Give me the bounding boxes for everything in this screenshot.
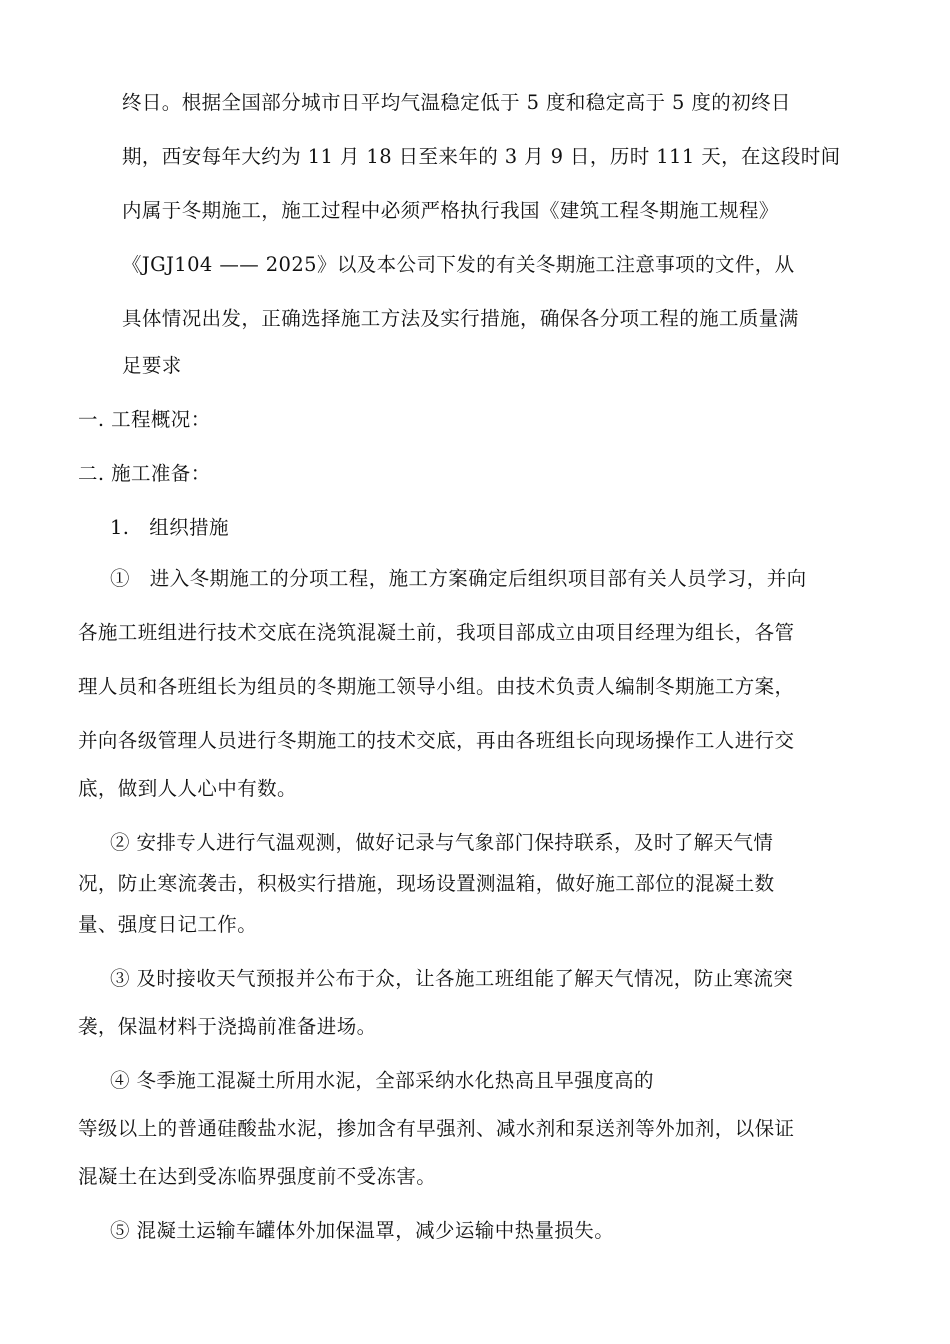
list-item-line: 量、强度日记工作。 [78, 913, 258, 936]
list-item-line: 混凝土在达到受冻临界强度前不受冻害。 [78, 1165, 437, 1188]
list-item-line: ② 安排专人进行气温观测，做好记录与气象部门保持联系，及时了解天气情 [110, 831, 774, 854]
section-heading-construction-prep: 二. 施工准备： [78, 462, 211, 485]
intro-line: 《JGJ104 —— 2025》以及本公司下发的有关冬期施工注意事项的文件，从 [122, 253, 795, 276]
list-item-line: ⑤ 混凝土运输车罐体外加保温罩，减少运输中热量损失。 [110, 1219, 615, 1242]
list-item-line: 各施工班组进行技术交底在浇筑混凝土前，我项目部成立由项目经理为组长，各管 [78, 621, 795, 644]
intro-line: 终日。根据全国部分城市日平均气温稳定低于 5 度和稳定高于 5 度的初终日 [122, 91, 791, 114]
subsection-heading-organization: 1. 组织措施 [110, 516, 229, 539]
list-item-line: 理人员和各班组长为组员的冬期施工领导小组。由技术负责人编制冬期施工方案， [78, 675, 795, 698]
intro-line: 期，西安每年大约为 11 月 18 日至来年的 3 月 9 日，历时 111 天，在这段时间 [122, 145, 841, 168]
list-item-line: ③ 及时接收天气预报并公布于众，让各施工班组能了解天气情况，防止寒流突 [110, 967, 794, 990]
list-item-line: 况，防止寒流袭击，积极实行措施，现场设置测温箱，做好施工部位的混凝土数 [78, 872, 775, 895]
intro-line: 内属于冬期施工，施工过程中必须严格执行我国《建筑工程冬期施工规程》 [122, 199, 779, 222]
list-item-line: 底，做到人人心中有数。 [78, 777, 297, 800]
list-item-line: 袭，保温材料于浇捣前准备进场。 [78, 1015, 377, 1038]
list-item-line: ① 进入冬期施工的分项工程，施工方案确定后组织项目部有关人员学习，并向 [110, 567, 807, 590]
list-item-line: 等级以上的普通硅酸盐水泥，掺加含有早强剂、减水剂和泵送剂等外加剂，以保证 [78, 1117, 795, 1140]
list-item-line: 并向各级管理人员进行冬期施工的技术交底，再由各班组长向现场操作工人进行交 [78, 729, 795, 752]
intro-line: 足要求 [122, 354, 182, 377]
intro-line: 具体情况出发，正确选择施工方法及实行措施，确保各分项工程的施工质量满 [122, 307, 799, 330]
section-heading-project-overview: 一. 工程概况： [78, 408, 211, 431]
list-item-line: ④ 冬季施工混凝土所用水泥，全部采纳水化热高且早强度高的 [110, 1069, 654, 1092]
